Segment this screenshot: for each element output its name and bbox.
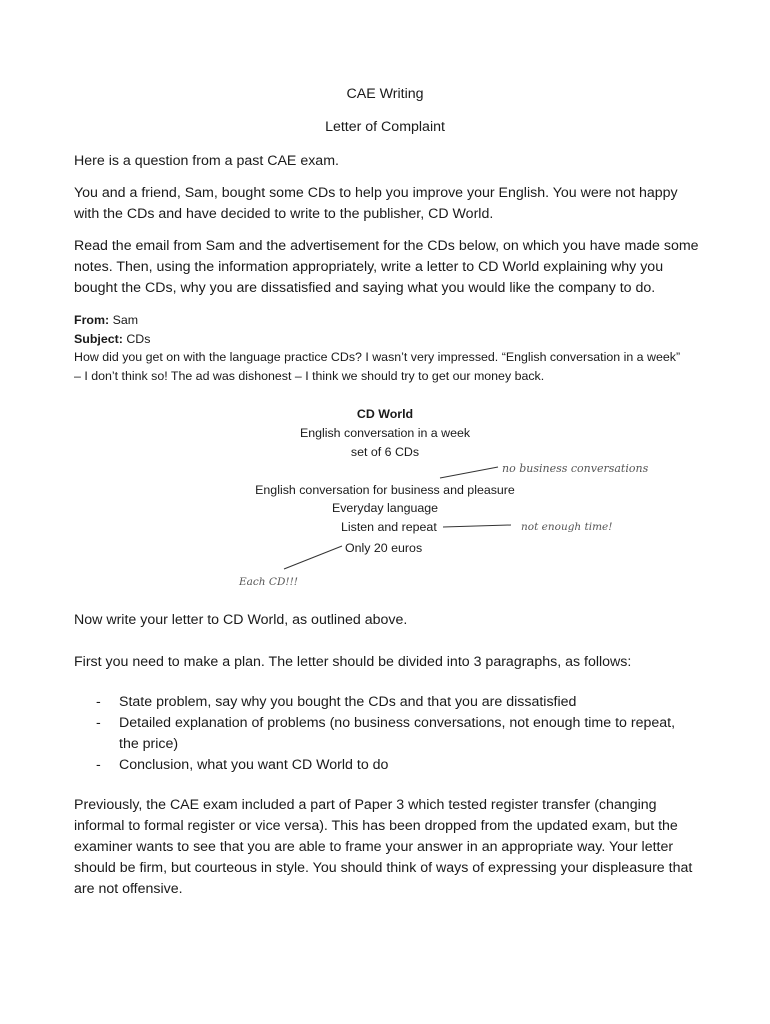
plan-bullet-list xyxy=(96,692,696,776)
email-from-value: Sam xyxy=(112,313,139,327)
task-paragraph-1: You and a friend, Sam, bought some CDs to help you improve your English. You were not happy with the CDs and have decided to write to the publisher, CD World. xyxy=(74,185,678,222)
ad-line-price: Only 20 euros xyxy=(345,541,423,555)
note-line-time xyxy=(443,525,511,527)
ad-line-business: English conversation for business and pleasure xyxy=(255,483,515,497)
email-subject-value: CDs xyxy=(126,332,151,346)
instruction-write: Now write your letter to CD World, as outlined above. xyxy=(74,612,408,628)
list-item: - Detailed explanation of problems (no business conversations, not enough time to repeat, the price) xyxy=(96,713,696,755)
note-line-price xyxy=(284,546,342,569)
email-body: How did you get on with the language practice CDs? I wasn’t very impressed. “English conversation in a week” – I don’t think so! The ad was dishonest – I think we should try to get our money back. xyxy=(74,350,681,383)
note-no-business: no business conversations xyxy=(502,462,649,475)
note-each-cd: Each CD!!! xyxy=(239,576,299,588)
email-subject-label: Subject: xyxy=(74,332,123,346)
task-paragraph-2: Read the email from Sam and the advertisement for the CDs below, on which you have made some notes. Then, using the information appropriately, write a letter to CD World explaining why you bought the CDs, why you are dissatisfied and saying what you would like the company to do. xyxy=(74,238,699,296)
ad-line-everyday: Everyday language xyxy=(331,501,439,515)
ad-line-set: set of 6 CDs xyxy=(350,445,420,459)
note-line-business xyxy=(440,467,498,478)
ad-title: CD World xyxy=(356,407,414,421)
list-item: - State problem, say why you bought the CDs and that you are dissatisfied xyxy=(96,692,696,713)
ad-line-listen: Listen and repeat xyxy=(341,520,437,534)
intro-paragraph: Here is a question from a past CAE exam. xyxy=(74,153,339,169)
instruction-plan: First you need to make a plan. The letter should be divided into 3 paragraphs, as follows: xyxy=(74,654,632,670)
note-not-enough-time: not enough time! xyxy=(521,521,613,533)
email-from-label: From: xyxy=(74,313,110,327)
ad-line-headline: English conversation in a week xyxy=(299,426,471,440)
document-subtitle: Letter of Complaint xyxy=(325,119,445,135)
list-item: - Conclusion, what you want CD World to do xyxy=(96,755,696,776)
closing-paragraph: Previously, the CAE exam included a part of Paper 3 which tested register transfer (changing informal to formal register or vice versa). This has been dropped from the updated exam, but the examiner wants to see that you are able to frame your answer in an appropriate way. Your letter should be firm, but courteous in style. You should think of ways of expressing your displeasure that are not offensive. xyxy=(74,797,693,897)
document-title: CAE Writing xyxy=(346,86,424,102)
